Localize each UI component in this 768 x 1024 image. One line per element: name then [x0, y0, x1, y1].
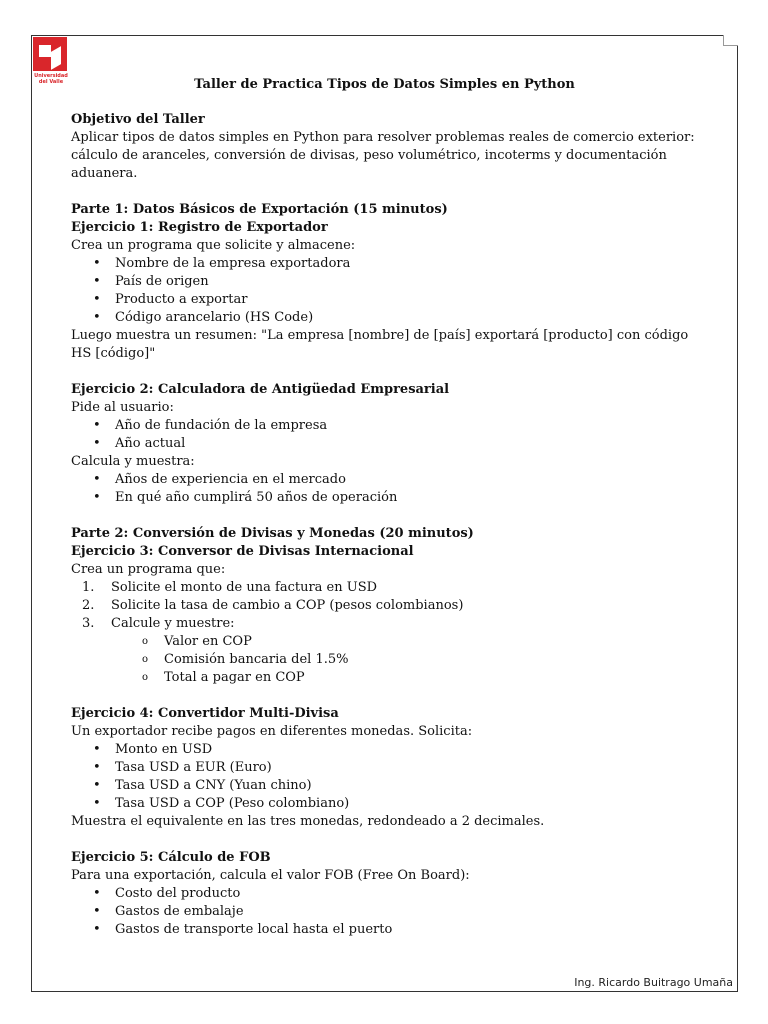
- ej3-heading: Ejercicio 3: Conversor de Divisas Internacional: [71, 544, 414, 559]
- list-item: • Código arancelario (HS Code): [93, 309, 711, 327]
- objetivo-text: Aplicar tipos de datos simples en Python para resolver problemas reales de comercio exterior: cálculo de aranceles, conversión de divisas, peso volumétrico, incoterms y documentación aduanera.: [71, 130, 695, 181]
- list-item: • Gastos de embalaje: [93, 903, 711, 921]
- footer-author: Ing. Ricardo Buitrago Umaña: [574, 976, 733, 989]
- logo-text-line1: Universidad: [34, 73, 68, 79]
- parte1-heading: Parte 1: Datos Básicos de Exportación (15 minutos): [71, 202, 448, 217]
- list-item: • Producto a exportar: [93, 291, 711, 309]
- ej1-heading: Ejercicio 1: Registro de Exportador: [71, 220, 328, 235]
- ej2-list2: [71, 471, 711, 507]
- list-item: [82, 615, 711, 687]
- logo-mark-icon: [33, 37, 67, 71]
- list-item: • Tasa USD a COP (Peso colombiano): [93, 795, 711, 813]
- ej3-subitems: [111, 633, 711, 687]
- list-item: o Valor en COP: [142, 633, 711, 651]
- step-text: Calcule y muestre:: [111, 616, 235, 631]
- ej3-intro: Crea un programa que:: [71, 562, 226, 577]
- ej2-list: [71, 417, 711, 453]
- ej4-outro: Muestra el equivalente en las tres monedas, redondeado a 2 decimales.: [71, 814, 545, 829]
- ej2-intro: Pide al usuario:: [71, 400, 174, 415]
- list-item: • Monto en USD: [93, 741, 711, 759]
- ej4-heading: Ejercicio 4: Convertidor Multi-Divisa: [71, 706, 339, 721]
- ej1-intro: Crea un programa que solicite y almacene:: [71, 238, 356, 253]
- list-item: • Tasa USD a EUR (Euro): [93, 759, 711, 777]
- document-page: [31, 35, 738, 992]
- step-number: 3.: [82, 616, 95, 631]
- ej1-list: [71, 255, 711, 327]
- list-item: • Año actual: [93, 435, 711, 453]
- list-item: • Gastos de transporte local hasta el puerto: [93, 921, 711, 939]
- ej4-list: [71, 741, 711, 813]
- step-number: 2.: [82, 598, 95, 613]
- list-item: • Año de fundación de la empresa: [93, 417, 711, 435]
- ej2-heading: Ejercicio 2: Calculadora de Antigüedad Empresarial: [71, 382, 450, 397]
- ej3-steps: [71, 579, 711, 687]
- list-item: o Total a pagar en COP: [142, 669, 711, 687]
- list-item: • País de origen: [93, 273, 711, 291]
- list-item: • Costo del producto: [93, 885, 711, 903]
- list-item: • Nombre de la empresa exportadora: [93, 255, 711, 273]
- list-item: [82, 597, 711, 615]
- ej2-intro2: Calcula y muestra:: [71, 454, 195, 469]
- document-body: [71, 111, 711, 939]
- logo-text-line2: del Valle: [38, 79, 64, 85]
- page-corner-fold: [723, 35, 738, 46]
- list-item: [82, 579, 711, 597]
- list-item: o Comisión bancaria del 1.5%: [142, 651, 711, 669]
- ej4-intro: Un exportador recibe pagos en diferentes monedas. Solicita:: [71, 724, 473, 739]
- ej1-outro: Luego muestra un resumen: "La empresa [nombre] de [país] exportará [producto] con código HS [código]": [71, 328, 689, 361]
- ej5-heading: Ejercicio 5: Cálculo de FOB: [71, 850, 271, 865]
- list-item: • Años de experiencia en el mercado: [93, 471, 711, 489]
- step-text: Solicite la tasa de cambio a COP (pesos colombianos): [111, 598, 464, 613]
- ej5-intro: Para una exportación, calcula el valor FOB (Free On Board):: [71, 868, 470, 883]
- ej5-list: [71, 885, 711, 939]
- parte2-heading: Parte 2: Conversión de Divisas y Monedas (20 minutos): [71, 526, 474, 541]
- list-item: • Tasa USD a CNY (Yuan chino): [93, 777, 711, 795]
- document-title: Taller de Practica Tipos de Datos Simples en Python: [194, 77, 575, 92]
- list-item: • En qué año cumplirá 50 años de operación: [93, 489, 711, 507]
- objetivo-heading: Objetivo del Taller: [71, 112, 205, 127]
- step-number: 1.: [82, 580, 95, 595]
- step-text: Solicite el monto de una factura en USD: [111, 580, 378, 595]
